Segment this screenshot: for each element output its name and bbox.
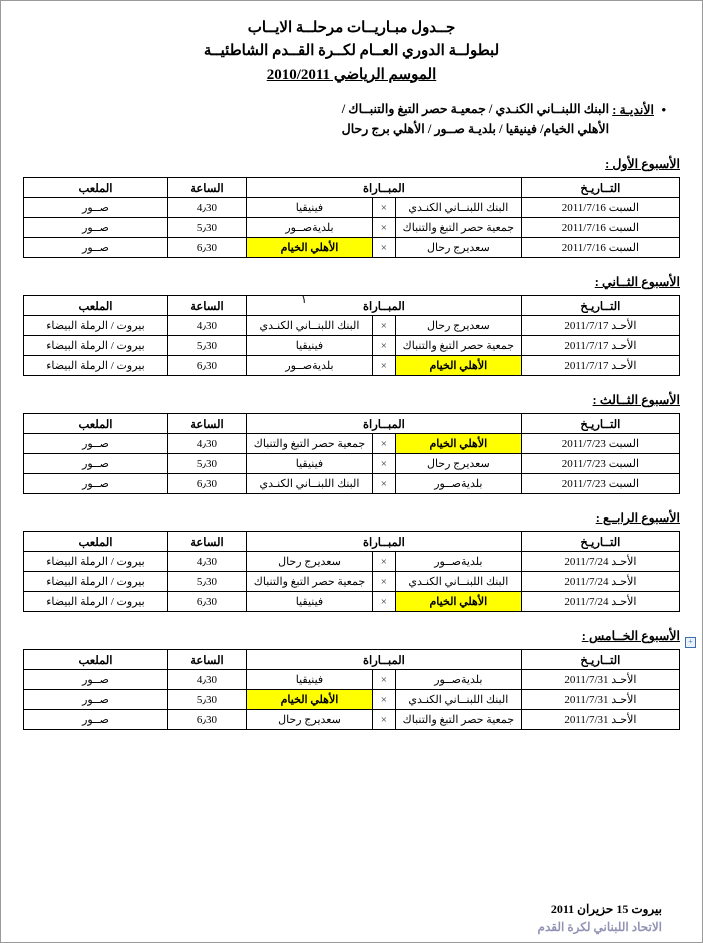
week-block-2 (23, 274, 680, 376)
header-match: المبــاراة (247, 650, 522, 670)
cell-team-a: بلديةصــور (395, 474, 521, 494)
schedule-table-3 (23, 413, 680, 494)
cell-venue: صــور (24, 198, 168, 218)
cell-venue: بيروت / الرملة البيضاء (24, 592, 168, 612)
cell-time: 4٫30 (167, 198, 246, 218)
header-time: الساعة (167, 532, 246, 552)
cell-date: الأحـد 2011/7/24 (521, 572, 679, 592)
cell-venue: صــور (24, 454, 168, 474)
table-header-row (24, 296, 680, 316)
cell-team-a: سعديرج رحال (395, 454, 521, 474)
header-match: المبــاراة (247, 296, 522, 316)
table-row (24, 316, 680, 336)
table-row (24, 552, 680, 572)
header-time: الساعة (167, 650, 246, 670)
cell-venue: صــور (24, 434, 168, 454)
schedule-table-2 (23, 295, 680, 376)
cell-date: السبت 2011/7/23 (521, 454, 679, 474)
cell-time: 5٫30 (167, 336, 246, 356)
clubs-list (342, 99, 609, 140)
cell-time: 4٫30 (167, 552, 246, 572)
header-venue: الملعب (24, 532, 168, 552)
table-row (24, 218, 680, 238)
cell-versus: × (372, 454, 395, 474)
cell-date: السبت 2011/7/16 (521, 218, 679, 238)
cell-team-b: جمعية حصر التبغ والتنباك (247, 572, 373, 592)
cell-team-b: البنك اللبنــاني الكنـدي (247, 474, 373, 494)
title-line-1: جــدول مبـاريــات مرحلــة الايــاب (247, 20, 456, 36)
cell-date: الأحـد 2011/7/17 (521, 356, 679, 376)
cell-team-a: جمعية حصر التبغ والتنباك (395, 710, 521, 730)
cell-date: الأحـد 2011/7/31 (521, 690, 679, 710)
cell-team-a: الأهلي الخيام (395, 592, 521, 612)
cell-team-b: جمعية حصر التبغ والتنباك (247, 434, 373, 454)
footer-org: الاتحاد اللبناني لكرة القدم (537, 920, 662, 934)
clubs-label: الأنديـة : (612, 102, 654, 117)
header-date: التــاريـخ (521, 650, 679, 670)
week-block-5 (23, 628, 680, 730)
header-venue: الملعب (24, 178, 168, 198)
cell-team-a: البنك اللبنــاني الكنـدي (395, 198, 521, 218)
week-block-4 (23, 510, 680, 612)
cell-venue: بيروت / الرملة البيضاء (24, 356, 168, 376)
header-date: التــاريـخ (521, 414, 679, 434)
cell-team-a: الأهلي الخيام (395, 434, 521, 454)
cell-versus: × (372, 474, 395, 494)
cell-date: السبت 2011/7/23 (521, 474, 679, 494)
cell-venue: صــور (24, 238, 168, 258)
cell-team-b: الأهلي الخيام (247, 238, 373, 258)
header-venue: الملعب (24, 650, 168, 670)
cell-time: 6٫30 (167, 710, 246, 730)
cell-team-b: فينيقيا (247, 454, 373, 474)
clubs-line-2: الأهلي الخيام/ فينيقيا / بلديـة صــور / الأهلي برج رحال (341, 122, 610, 137)
cell-time: 5٫30 (167, 690, 246, 710)
table-row (24, 474, 680, 494)
cell-team-a: جمعية حصر التبغ والتنباك (395, 218, 521, 238)
cell-versus: × (372, 572, 395, 592)
table-header-row (24, 532, 680, 552)
plus-icon[interactable]: + (685, 637, 696, 648)
cell-date: الأحـد 2011/7/24 (521, 552, 679, 572)
cell-versus: × (372, 434, 395, 454)
cell-team-a: بلديةصــور (395, 670, 521, 690)
schedule-table-5 (23, 649, 680, 730)
header-time: الساعة (167, 414, 246, 434)
cell-date: السبت 2011/7/16 (521, 198, 679, 218)
cell-date: الأحـد 2011/7/31 (521, 710, 679, 730)
table-row (24, 572, 680, 592)
cell-versus: × (372, 218, 395, 238)
cell-venue: بيروت / الرملة البيضاء (24, 552, 168, 572)
cell-time: 6٫30 (167, 592, 246, 612)
header-venue: الملعب (24, 296, 168, 316)
week-title-5: الأسبوع الخــامس : (581, 629, 680, 643)
cell-team-b: بلديةصــور (247, 218, 373, 238)
table-row (24, 670, 680, 690)
cell-venue: بيروت / الرملة البيضاء (24, 316, 168, 336)
cell-team-a: البنك اللبنــاني الكنـدي (395, 690, 521, 710)
cell-date: السبت 2011/7/16 (521, 238, 679, 258)
header-match: المبــاراة (247, 414, 522, 434)
header-venue: الملعب (24, 414, 168, 434)
header-time: الساعة (167, 296, 246, 316)
cell-team-b: فينيقيا (247, 670, 373, 690)
table-row (24, 454, 680, 474)
week-title-2: الأسبوع الثــاني : (594, 275, 680, 289)
cell-versus: × (372, 198, 395, 218)
cell-time: 4٫30 (167, 670, 246, 690)
cell-time: 5٫30 (167, 572, 246, 592)
cell-team-b: البنك اللبنــاني الكنـدي (247, 316, 373, 336)
table-row (24, 592, 680, 612)
cell-venue: بيروت / الرملة البيضاء (24, 572, 168, 592)
cell-date: الأحـد 2011/7/24 (521, 592, 679, 612)
cell-team-a: سعديرج رحال (395, 238, 521, 258)
cell-time: 6٫30 (167, 474, 246, 494)
cell-date: الأحـد 2011/7/17 (521, 336, 679, 356)
title-line-2: لبطولــة الدوري العــام لكــرة القــدم الشاطئيــة (203, 43, 500, 60)
cell-date: الأحـد 2011/7/31 (521, 670, 679, 690)
cell-team-b: الأهلي الخيام (247, 690, 373, 710)
cell-team-a: البنك اللبنــاني الكنـدي (395, 572, 521, 592)
header-time: الساعة (167, 178, 246, 198)
cell-versus: × (372, 670, 395, 690)
header-date: التــاريـخ (521, 296, 679, 316)
cell-time: 6٫30 (167, 356, 246, 376)
cell-date: السبت 2011/7/23 (521, 434, 679, 454)
cell-team-b: فينيقيا (247, 592, 373, 612)
cell-versus: × (372, 592, 395, 612)
cell-versus: × (372, 356, 395, 376)
cell-versus: × (372, 690, 395, 710)
cell-time: 6٫30 (167, 238, 246, 258)
week-title-3: الأسبوع الثــالث : (592, 393, 680, 407)
table-row (24, 238, 680, 258)
week-title-4: الأسبوع الرابــع : (595, 511, 680, 525)
table-header-row (24, 414, 680, 434)
cell-venue: صــور (24, 218, 168, 238)
table-row (24, 690, 680, 710)
cell-versus: × (372, 552, 395, 572)
table-row (24, 434, 680, 454)
cell-team-a: جمعية حصر التبغ والتنباك (395, 336, 521, 356)
table-row (24, 356, 680, 376)
cell-time: 5٫30 (167, 454, 246, 474)
schedule-table-1 (23, 177, 680, 258)
stray-mark: ١ (301, 294, 307, 306)
table-row (24, 710, 680, 730)
header-date: التــاريـخ (521, 532, 679, 552)
cell-date: الأحـد 2011/7/17 (521, 316, 679, 336)
header-date: التــاريـخ (521, 178, 679, 198)
footer-date: بيروت 15 حزيران 2011 (550, 902, 662, 916)
header-match: المبــاراة (247, 178, 522, 198)
cell-team-a: سعديرج رحال (395, 316, 521, 336)
cell-time: 4٫30 (167, 316, 246, 336)
week-title-1: الأسبوع الأول : (605, 157, 680, 171)
title-line-3: الموسم الرياضي 2010/2011 (266, 66, 437, 83)
cell-venue: صــور (24, 690, 168, 710)
cell-versus: × (372, 238, 395, 258)
cell-venue: صــور (24, 670, 168, 690)
week-block-1 (23, 156, 680, 258)
cell-time: 5٫30 (167, 218, 246, 238)
table-row (24, 336, 680, 356)
cell-venue: صــور (24, 710, 168, 730)
cell-team-b: فينيقيا (247, 336, 373, 356)
header-match: المبــاراة (247, 532, 522, 552)
cell-team-b: سعديرج رحال (247, 552, 373, 572)
document-title (23, 17, 680, 87)
cell-time: 4٫30 (167, 434, 246, 454)
bullet-icon: • (661, 101, 666, 117)
table-header-row (24, 650, 680, 670)
cell-team-a: الأهلي الخيام (395, 356, 521, 376)
schedule-table-4 (23, 531, 680, 612)
table-row (24, 198, 680, 218)
document-footer (538, 900, 662, 936)
cell-venue: صــور (24, 474, 168, 494)
cell-venue: بيروت / الرملة البيضاء (24, 336, 168, 356)
cell-team-b: بلديةصــور (247, 356, 373, 376)
cell-versus: × (372, 710, 395, 730)
cell-team-a: بلديةصــور (395, 552, 521, 572)
cell-team-b: فينيقيا (247, 198, 373, 218)
cell-team-b: سعديرج رحال (247, 710, 373, 730)
table-header-row (24, 178, 680, 198)
week-block-3 (23, 392, 680, 494)
cell-versus: × (372, 336, 395, 356)
clubs-section (23, 99, 680, 140)
cell-versus: × (372, 316, 395, 336)
clubs-line-1: البنك اللبنــاني الكنـدي / جمعيـة حصر التبغ والتنبــاك / (341, 101, 610, 116)
